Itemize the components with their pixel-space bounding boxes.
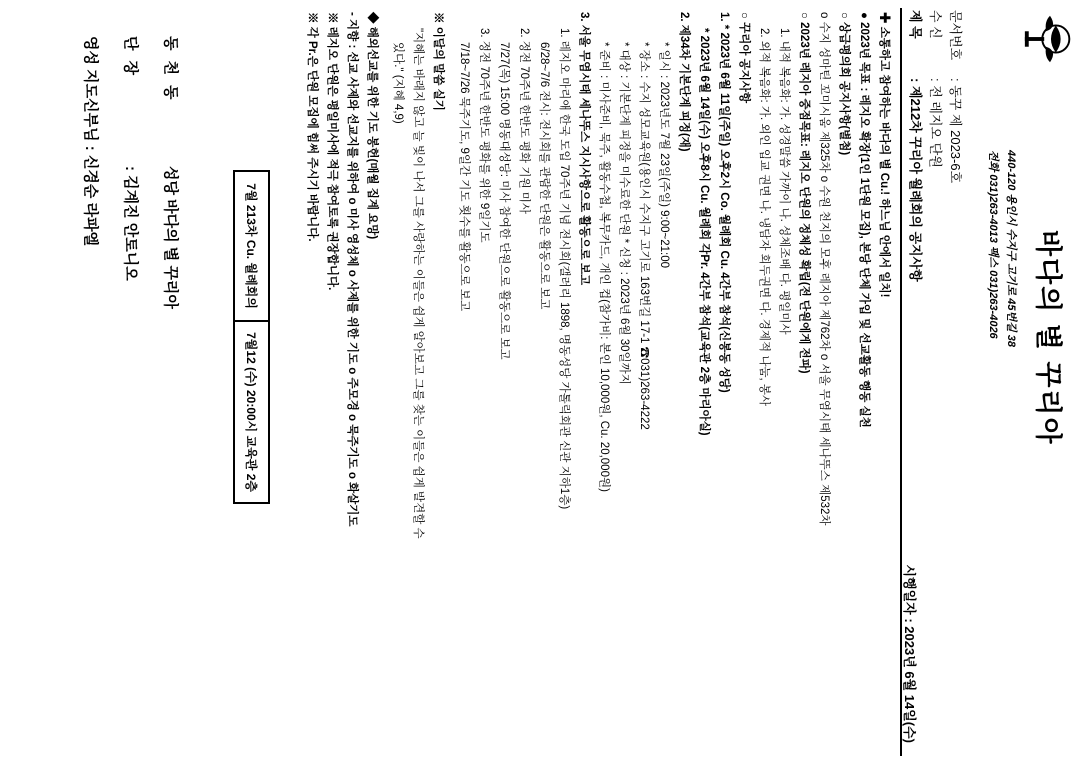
- section-heading: ○ 상급평의회 공지사항(별첨): [838, 12, 850, 156]
- document-meta: [905, 10, 965, 282]
- subject-label: 제 목: [908, 10, 923, 39]
- page-title: 바다의 별 꾸리아: [1033, 230, 1063, 446]
- motto-line: ✚ 소통하고 참여하는 바다의 별 Cu.! 하느님 안에서 일치!: [878, 12, 890, 298]
- section-heading: ※ 이달의 말씀 실기: [432, 12, 444, 111]
- signoff-block: [70, 36, 190, 436]
- list-item: - 지향 : 선교 사제와 선교지를 위하여 o 미사 영성체 o 사제를 위한 기도 o 주모경 o 묵주기도 o 화살기도: [346, 12, 358, 527]
- signoff-advisor-value: : 신경순 라파엘: [82, 145, 99, 247]
- list-item: 7/27(목) 15:00 명동대성당: 미사 참여한 단원으로 활동으로 보고: [498, 42, 510, 360]
- list-item: o 수지 성마틴 꼬미시움 제325차 o 수원 천지의 모후 레지아 제762차 o 서울 무염시태 세나뚜스 제532차: [818, 12, 830, 526]
- list-item: 3. 정전 70주년 한반도 평화를 위한 9일기도: [478, 28, 490, 243]
- next-meeting-title: 7월 213차 Cu. 월례회의: [235, 172, 268, 322]
- list-item: * 장소 : 수지 성모교육원(용인시 수지구 고기로 163번길 17-1 ☎031)263-4222: [638, 42, 650, 430]
- issue-date: 시행일자 : 2023년 6월 14일(수): [902, 564, 917, 743]
- goal-line: ● 2023년 목표 : 레지오 확장(1인 1단원 모집), 본당 단체 가입 및 선교활동 행동 실천: [858, 12, 870, 428]
- phone-fax: 전화 031)263-4013 팩스 031)263-4026: [987, 150, 999, 339]
- signoff-leader-value: : 김계진 안토니오: [122, 166, 139, 281]
- recipient-value: : 전 레지오 단원: [928, 78, 943, 168]
- doc-number-label: 문서번호: [948, 10, 963, 61]
- signoff-advisor-key: 영성 지도신부님: [82, 36, 99, 142]
- list-item: 6/28~7/6 전시: 전시회를 관람한 단원은 활동으로 보고: [538, 42, 550, 310]
- scripture-quote: "지혜는 바래지 않고 늘 빛이 나서 그를 사랑하는 이들은 쉽게 알아보고 그를 찾는 이들은 쉽게 발견할 수: [412, 28, 424, 539]
- list-item: 1. 내적 복음화: 가. 성경말씀 가까이 나. 성체조배 다. 평일미사: [778, 28, 790, 335]
- signoff-org-value: 성당 바다의 별 꾸리아: [162, 166, 179, 309]
- signoff-org-key: 동천동: [162, 36, 179, 110]
- list-item: * 준비 : 미사준비, 묵주, 활동수첩, 복무카드, 개인 컵(참가비: 본인 10,000원, Cu. 20,000원): [598, 42, 610, 492]
- address: 440-120 용인시 수지구 고기로 45번길 38: [1005, 150, 1017, 348]
- notice-body: [302, 12, 894, 762]
- list-item: 1. 레지오 마리애 한국 도입 70주년 기념 전시회(갤러리 1898, 명동성당 가톨릭회관 신관 지하1층): [558, 28, 570, 510]
- list-item: 3. 서울 무염시태 세나뚜스 지시사항으로 활동으로 보고: [578, 12, 590, 286]
- note-line: ※ 레지오 단원은 평일미사에 적극 참여토록 권장합니다.: [326, 12, 338, 291]
- list-item: 2. 외적 복음화: 가. 외인 입교 권면 나. 냉담자 회두권면 다. 경제적 나눔, 봉사: [758, 28, 770, 407]
- subject-value: : 제212차 꾸리아 월례회의 공지사항: [908, 78, 923, 282]
- note-line: ※ 각 Pr.은 단원 모집에 힘써 주시기 바랍니다.: [306, 12, 318, 242]
- signoff-leader-key: 단장: [122, 36, 139, 85]
- section-heading: ○ 2023년 레지아 중점목표: 레지오 단원의 정체성 확립(전 단원에게 전파): [798, 12, 810, 374]
- next-meeting-datetime: 7월12 (수) 20:00시 교육관 2층: [244, 332, 258, 492]
- legion-emblem-icon: [1020, 10, 1080, 68]
- list-item: 7/18~7/26 묵주기도, 9일간 기도 횟수를 활동으로 보고: [458, 42, 470, 312]
- recipient-label: 수 신: [928, 10, 943, 39]
- list-item: * 일시 : 2023년도 7월 23일(주일) 9:00~21:00: [658, 42, 670, 269]
- scripture-quote: 있다." (지혜 4,9): [392, 42, 404, 124]
- list-item: * 대상 : 기본단계 피정을 미수료한 단원 * 신청 : 2023년 6월 30일까지: [618, 42, 630, 385]
- list-item: * 2023년 6월 14일(수) 오후8시 Cu. 월례회 각Pr. 4간부 참석(교육관 2층 마리아실): [698, 28, 710, 436]
- section-heading: ○ 꾸리아 공지사항: [738, 12, 750, 104]
- next-meeting-box: [233, 170, 270, 504]
- section-heading: ◆ 해외선교를 위한 기도 봉헌(매월 집계 요망): [366, 12, 378, 240]
- doc-number-value: : 동꾸 제 2023-6호: [948, 78, 963, 184]
- header-divider: [900, 8, 902, 756]
- list-item: 1. * 2023년 6월 11일(주일) 오후2시 Co. 월례회 Cu. 4간부 참석(신봉동 성당): [718, 12, 730, 393]
- list-item: 2. 정전 70주년 한반도 평화 기원 미사: [518, 28, 530, 214]
- list-item: 2. 제34차 기본단계 피정(재): [678, 12, 690, 152]
- contact-info: [984, 150, 1020, 347]
